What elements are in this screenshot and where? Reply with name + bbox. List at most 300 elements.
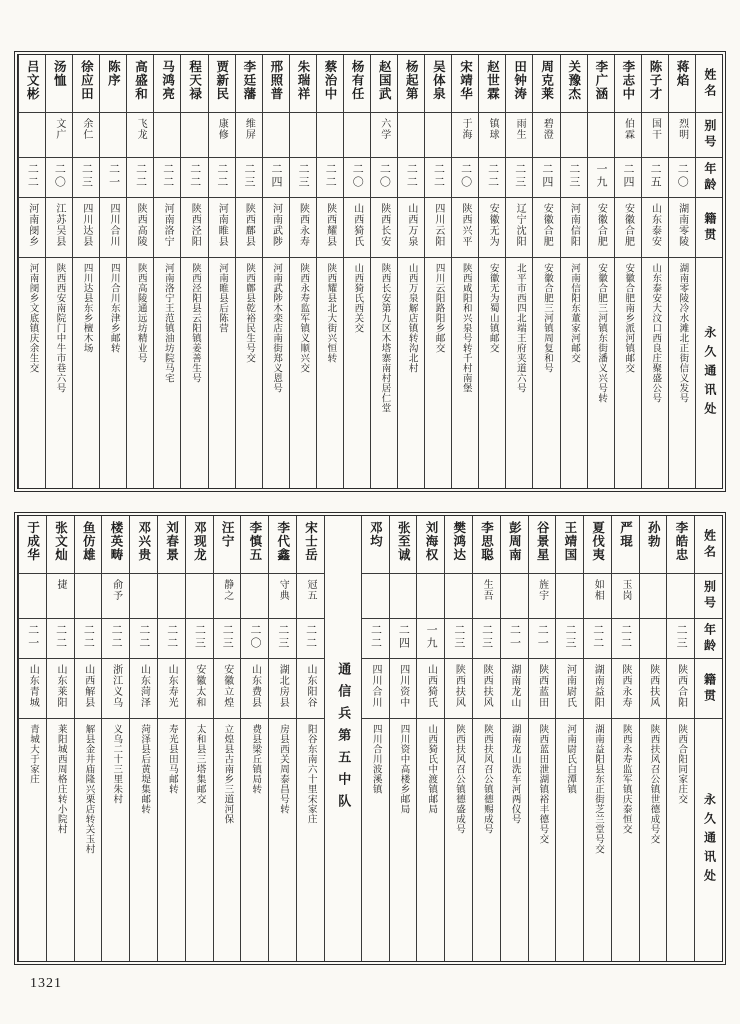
alias-text: 雨生: [514, 118, 526, 140]
cell-origin: [130, 659, 157, 719]
cell-address: [214, 719, 241, 961]
cell-name: [529, 516, 556, 574]
cell-address: [102, 719, 129, 961]
age-text: 二〇: [378, 163, 391, 189]
age-text: 二三: [513, 163, 526, 189]
cell-address: [390, 719, 417, 961]
cell-origin: [154, 198, 180, 258]
cell-name: [241, 516, 268, 574]
lower-roster-table: [17, 515, 723, 962]
roster-header-column: [695, 55, 722, 488]
cell-age: [181, 158, 207, 198]
cell-age: [317, 158, 343, 198]
entry-column: [74, 516, 102, 961]
name-text: 刘海权: [423, 521, 438, 562]
origin-text: 湖南零陵: [676, 203, 688, 247]
name-text: 姓名: [702, 528, 717, 561]
cell-address: [19, 719, 46, 961]
name-text: 吕文彬: [25, 60, 40, 101]
cell-alias: [362, 574, 389, 619]
name-text: 夏伐夷: [590, 521, 605, 562]
cell-origin: [615, 198, 641, 258]
cell-origin: [47, 659, 74, 719]
cell-origin: [445, 659, 472, 719]
cell-address: [154, 258, 180, 488]
cell-age: [297, 619, 324, 659]
address-text: 四川云阳路阳乡邮交: [433, 263, 444, 353]
name-text: 朱瑞祥: [295, 60, 310, 101]
cell-alias: [529, 574, 556, 619]
entry-column: [208, 55, 235, 488]
page-number: 1321: [30, 976, 62, 991]
entry-column: [555, 516, 583, 961]
cell-alias: [344, 113, 370, 158]
entry-column: [639, 516, 667, 961]
cell-address: [667, 719, 694, 961]
origin-text: 湖北房县: [277, 664, 289, 708]
address-text: 陕西扶风召公镇德赐成号: [481, 724, 492, 834]
cell-age: [584, 619, 611, 659]
cell-name: [452, 55, 478, 113]
name-text: 陈序: [106, 60, 121, 87]
cell-age: [425, 158, 451, 198]
origin-text: 安徽合肥: [595, 203, 607, 247]
cell-name: [669, 55, 695, 113]
age-text: 二二: [369, 624, 382, 650]
age-text: 二三: [480, 624, 493, 650]
address-text: 河南洛宁王范镇油坊院马宅: [162, 263, 173, 383]
cell-age: [588, 158, 614, 198]
name-text: 李代鑫: [275, 521, 290, 562]
origin-text: 陕西扶风: [453, 664, 465, 708]
cell-address: [100, 258, 126, 488]
origin-text: 湖南益阳: [592, 664, 604, 708]
address-text: 解县金井庙隆兴栗店转关玉村: [83, 724, 94, 854]
name-text: 蔡治中: [323, 60, 338, 101]
cell-age: [529, 619, 556, 659]
origin-text: 江苏吴县: [53, 203, 65, 247]
cell-alias: [317, 113, 343, 158]
cell-address: [186, 719, 213, 961]
alias-text: 国干: [649, 118, 661, 140]
address-text: 阳谷东南六十里宋家庄: [305, 724, 316, 824]
name-text: 高盛和: [133, 60, 148, 101]
origin-text: 陕西扶风: [647, 664, 659, 708]
cell-alias: [102, 574, 129, 619]
cell-age: [479, 158, 505, 198]
alias-text: 于海: [460, 118, 471, 140]
cell-alias: [236, 113, 262, 158]
cell-address: [181, 258, 207, 488]
age-text: 二二: [215, 163, 228, 189]
cell-address: [417, 719, 444, 961]
age-text: 二〇: [53, 163, 66, 189]
cell-origin: [612, 659, 639, 719]
cell-origin: [75, 659, 102, 719]
alias-text: 康修: [216, 118, 228, 140]
origin-text: 河南睢县: [216, 203, 228, 247]
cell-age: [263, 158, 289, 198]
age-text: 二三: [276, 624, 289, 650]
origin-text: 辽宁沈阳: [514, 203, 526, 247]
cell-name: [317, 55, 343, 113]
cell-name: [209, 55, 235, 113]
cell-alias: [390, 574, 417, 619]
cell-age: [47, 619, 74, 659]
entry-column: [289, 55, 316, 488]
name-text: 李思聪: [479, 521, 494, 562]
age-text: 二三: [80, 163, 93, 189]
name-text: 邓均: [368, 521, 383, 548]
unit-section-text: 通信兵第五中队: [336, 661, 352, 816]
address-text: 河南武陟木栾店南街郑义恩号: [271, 263, 282, 393]
address-text: 四川合川东津乡邮转: [108, 263, 119, 353]
cell-name: [642, 55, 668, 113]
address-text: 永久通讯处: [702, 325, 717, 421]
origin-text: 籍贯: [702, 672, 717, 705]
name-text: 关豫杰: [566, 60, 581, 101]
entry-column: [389, 516, 417, 961]
entry-column: [235, 55, 262, 488]
address-text: 河南信阳东董家河邮交: [569, 263, 580, 363]
entry-column: [505, 55, 532, 488]
cell-name: [236, 55, 262, 113]
cell-alias: [425, 113, 451, 158]
address-text: 湖南龙山洗车河两仪号: [509, 724, 520, 824]
cell-age: [695, 619, 722, 659]
age-text: 二四: [397, 624, 410, 650]
origin-text: 四川合川: [369, 664, 381, 708]
cell-alias: [75, 574, 102, 619]
cell-alias: [615, 113, 641, 158]
cell-address: [297, 719, 324, 961]
cell-address: [263, 258, 289, 488]
age-text: 二五: [649, 163, 662, 189]
origin-text: 籍贯: [702, 211, 717, 244]
cell-name: [445, 516, 472, 574]
alias-text: 碧澄: [541, 118, 553, 140]
name-text: 程天禄: [187, 60, 202, 101]
entry-column: [316, 55, 343, 488]
entry-column: [611, 516, 639, 961]
name-text: 汤恤: [52, 60, 67, 87]
origin-text: 山西猗氏: [351, 203, 363, 247]
cell-alias: [612, 574, 639, 619]
alias-text: 飞龙: [135, 118, 147, 140]
cell-name: [75, 516, 102, 574]
age-text: 二〇: [459, 163, 472, 189]
cell-address: [290, 258, 316, 488]
name-text: 邓现龙: [192, 521, 207, 562]
cell-name: [186, 516, 213, 574]
origin-text: 陕西合阳: [675, 664, 687, 708]
entry-column: [180, 55, 207, 488]
origin-text: 安徽合肥: [622, 203, 634, 247]
cell-alias: [445, 574, 472, 619]
alias-text: 余仁: [80, 118, 92, 140]
cell-origin: [362, 659, 389, 719]
cell-name: [214, 516, 241, 574]
cell-alias: [501, 574, 528, 619]
age-text: 二二: [591, 624, 604, 650]
age-text: 二三: [193, 624, 206, 650]
cell-name: [127, 55, 153, 113]
cell-age: [371, 158, 397, 198]
cell-origin: [696, 198, 722, 258]
entry-column: [528, 516, 556, 961]
address-text: 陕西扶风召公镇世德成号交: [648, 724, 659, 844]
entry-column: [668, 55, 695, 488]
entry-column: [500, 516, 528, 961]
unit-section-column: [324, 516, 361, 961]
address-text: 四川资中高楼乡邮局: [398, 724, 409, 814]
origin-text: 陕西高陵: [135, 203, 147, 247]
entry-column: [18, 55, 45, 488]
cell-name: [588, 55, 614, 113]
cell-address: [556, 719, 583, 961]
address-text: 山东泰安大汶口西良庄聚盛公号: [650, 263, 661, 403]
cell-age: [46, 158, 72, 198]
address-text: 安徽合肥三河镇周复和号: [541, 263, 552, 373]
origin-text: 安徽无为: [487, 203, 499, 247]
cell-address: [209, 258, 235, 488]
origin-text: 陕西永寿: [297, 203, 309, 247]
name-text: 陈子才: [647, 60, 662, 101]
cell-origin: [19, 198, 45, 258]
entry-column: [583, 516, 611, 961]
age-text: 二二: [405, 163, 418, 189]
cell-address: [130, 719, 157, 961]
cell-age: [473, 619, 500, 659]
age-text: 二〇: [249, 624, 262, 650]
cell-age: [344, 158, 370, 198]
cell-origin: [640, 659, 667, 719]
address-text: 陕西泾阳县云阳镇姜善生号: [189, 263, 200, 383]
alias-text: 捷: [55, 579, 67, 590]
age-text: 年龄: [702, 622, 717, 655]
address-text: 陕西永寿监军镇义顺兴交: [298, 263, 309, 373]
cell-name: [398, 55, 424, 113]
address-text: 永久通讯处: [702, 792, 717, 888]
cell-address: [561, 258, 587, 488]
cell-origin: [529, 659, 556, 719]
address-text: 北平市西四北端王府夹道六号: [514, 263, 525, 393]
address-text: 湖南零陵冷水滩北正街信义发号: [677, 263, 688, 403]
cell-address: [75, 719, 102, 961]
cell-address: [398, 258, 424, 488]
cell-name: [19, 55, 45, 113]
address-text: 陕西蓝田泄湖镇裕丰德号交: [537, 724, 548, 844]
cell-address: [73, 258, 99, 488]
cell-age: [269, 619, 296, 659]
cell-alias: [640, 574, 667, 619]
cell-age: [130, 619, 157, 659]
cell-name: [695, 516, 722, 574]
origin-text: 山东菏泽: [138, 664, 150, 708]
name-text: 姓名: [702, 67, 717, 100]
cell-origin: [479, 198, 505, 258]
name-text: 楼英畴: [109, 521, 124, 562]
alias-text: 静之: [221, 579, 233, 601]
cell-origin: [269, 659, 296, 719]
cell-origin: [19, 659, 46, 719]
address-text: 菏泽县后黄堤集邮转: [139, 724, 150, 814]
cell-origin: [667, 659, 694, 719]
cell-origin: [102, 659, 129, 719]
cell-age: [615, 158, 641, 198]
address-text: 山西万泉解店镇转沟北村: [406, 263, 417, 373]
cell-name: [181, 55, 207, 113]
cell-age: [640, 619, 667, 659]
origin-text: 陕西长安: [378, 203, 390, 247]
cell-address: [506, 258, 532, 488]
name-text: 李皓忠: [674, 521, 689, 562]
alias-text: 玉岗: [620, 579, 632, 601]
cell-alias: [479, 113, 505, 158]
alias-text: 文广: [53, 118, 65, 140]
cell-origin: [317, 198, 343, 258]
cell-alias: [290, 113, 316, 158]
entry-column: [478, 55, 505, 488]
entry-column: [240, 516, 268, 961]
cell-address: [317, 258, 343, 488]
cell-origin: [344, 198, 370, 258]
name-text: 于成华: [25, 521, 40, 562]
origin-text: 湖南龙山: [508, 664, 520, 708]
name-text: 蒋焰: [675, 60, 690, 87]
name-text: 赵世霖: [485, 60, 500, 101]
cell-origin: [236, 198, 262, 258]
cell-name: [46, 55, 72, 113]
origin-text: 山东莱阳: [55, 664, 67, 708]
address-text: 河南尉氏白潭镇: [565, 724, 576, 794]
age-text: 二二: [432, 163, 445, 189]
cell-address: [615, 258, 641, 488]
cell-origin: [642, 198, 668, 258]
entry-column: [424, 55, 451, 488]
address-text: 陕西咸阳和兴泉号转千村南堡: [460, 263, 471, 393]
address-text: 山西猗氏中渡镇邮局: [426, 724, 437, 814]
cell-age: [390, 619, 417, 659]
cell-age: [73, 158, 99, 198]
address-text: 河南睢县后陈营: [217, 263, 228, 333]
origin-text: 山西解县: [82, 664, 94, 708]
cell-name: [19, 516, 46, 574]
alias-text: 生吾: [481, 579, 493, 601]
cell-alias: [47, 574, 74, 619]
name-text: 赵国武: [377, 60, 392, 101]
cell-age: [667, 619, 694, 659]
age-text: 一九: [594, 163, 607, 189]
alias-text: 烈明: [676, 118, 688, 140]
entry-column: [560, 55, 587, 488]
entry-column: [262, 55, 289, 488]
age-text: 二三: [675, 624, 688, 650]
cell-name: [556, 516, 583, 574]
cell-alias: [695, 574, 722, 619]
age-text: 二一: [536, 624, 549, 650]
cell-alias: [452, 113, 478, 158]
cell-name: [667, 516, 694, 574]
cell-age: [398, 158, 424, 198]
entry-column: [532, 55, 559, 488]
origin-text: 河南阌乡: [26, 203, 38, 247]
cell-age: [186, 619, 213, 659]
address-text: 陕西鄜县乾裕民生号交: [244, 263, 255, 363]
name-text: 徐应田: [79, 60, 94, 101]
cell-origin: [452, 198, 478, 258]
address-text: 陕西永寿监军镇庆泰恒交: [620, 724, 631, 834]
origin-text: 陕西耀县: [324, 203, 336, 247]
cell-alias: [398, 113, 424, 158]
name-text: 杨起第: [404, 60, 419, 101]
cell-alias: [556, 574, 583, 619]
cell-name: [263, 55, 289, 113]
origin-text: 陕西蓝田: [536, 664, 548, 708]
cell-name: [533, 55, 559, 113]
entry-column: [370, 55, 397, 488]
entry-column: [157, 516, 185, 961]
address-text: 义乌二十三里朱村: [111, 724, 122, 804]
age-text: 二二: [304, 624, 317, 650]
cell-origin: [209, 198, 235, 258]
cell-name: [501, 516, 528, 574]
origin-text: 陕西鄜县: [243, 203, 255, 247]
cell-age: [75, 619, 102, 659]
cell-name: [73, 55, 99, 113]
origin-text: 陕西永寿: [620, 664, 632, 708]
alias-text: 六学: [378, 118, 390, 140]
cell-origin: [501, 659, 528, 719]
cell-address: [533, 258, 559, 488]
age-text: 二二: [134, 163, 147, 189]
entry-column: [129, 516, 157, 961]
age-text: 二二: [619, 624, 632, 650]
roster-header-column: [694, 516, 722, 961]
cell-age: [506, 158, 532, 198]
cell-name: [154, 55, 180, 113]
cell-address: [46, 258, 72, 488]
cell-alias: [181, 113, 207, 158]
cell-alias: [588, 113, 614, 158]
age-text: 二二: [188, 163, 201, 189]
cell-alias: [73, 113, 99, 158]
cell-age: [533, 158, 559, 198]
name-text: 孙勃: [646, 521, 661, 548]
alias-text: 如相: [592, 579, 604, 601]
age-text: 二二: [82, 624, 95, 650]
cell-age: [127, 158, 153, 198]
address-text: 陕西耀县北大街兴恒转: [325, 263, 336, 363]
entry-column: [268, 516, 296, 961]
alias-text: 维屏: [243, 118, 255, 140]
alias-text: 别号: [702, 580, 717, 612]
cell-alias: [100, 113, 126, 158]
cell-age: [417, 619, 444, 659]
age-text: 二四: [540, 163, 553, 189]
cell-origin: [695, 659, 722, 719]
cell-origin: [297, 659, 324, 719]
cell-alias: [642, 113, 668, 158]
cell-origin: [46, 198, 72, 258]
entry-column: [126, 55, 153, 488]
cell-origin: [127, 198, 153, 258]
cell-alias: [19, 113, 45, 158]
alias-text: 别号: [702, 119, 717, 151]
entry-column: [451, 55, 478, 488]
cell-alias: [667, 574, 694, 619]
cell-origin: [371, 198, 397, 258]
